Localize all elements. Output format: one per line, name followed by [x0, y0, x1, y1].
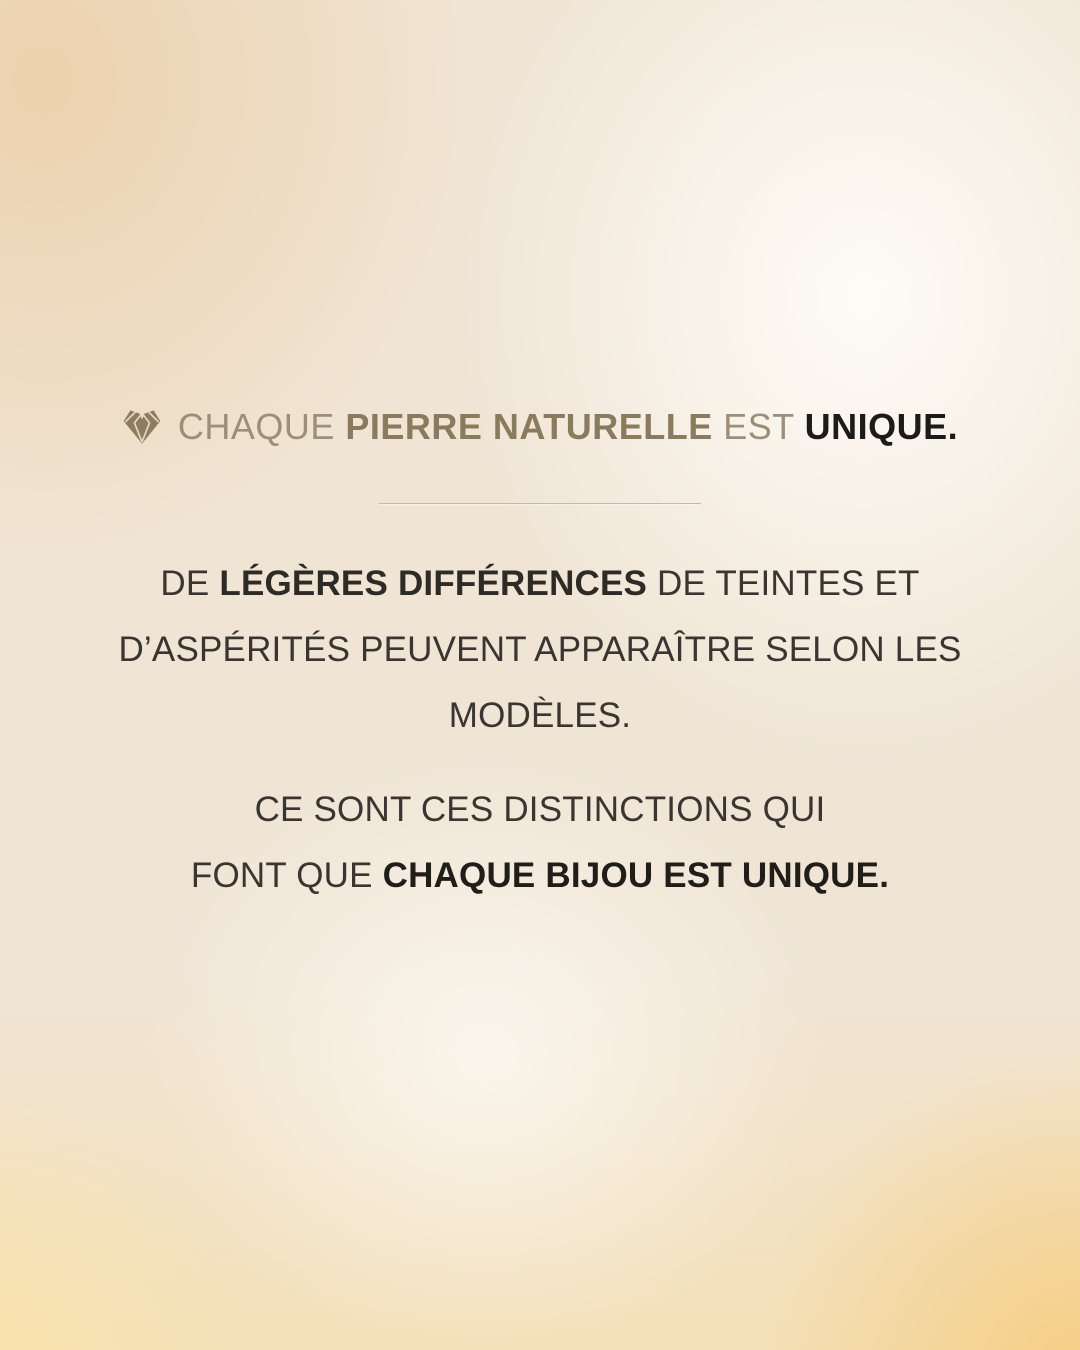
- headline-seg-est: EST: [712, 406, 805, 447]
- p1-seg-de-teintes-et: DE TEINTES ET: [647, 564, 920, 603]
- headline-seg-chaque: CHAQUE: [177, 406, 346, 447]
- paragraph-distinctions: [0, 777, 1080, 909]
- paragraph-differences-line-2: D’ASPÉRITÉS PEUVENT APPARAÎTRE SELON LES: [118, 630, 962, 669]
- paragraph-distinctions-line-1: CE SONT CES DISTINCTIONS QUI: [254, 790, 826, 829]
- headline-seg-unique: UNIQUE.: [804, 406, 959, 447]
- p1-seg-legeres-differences: LÉGÈRES DIFFÉRENCES: [219, 564, 648, 603]
- p2-seg-chaque-bijou-est-unique: CHAQUE BIJOU EST UNIQUE.: [382, 856, 890, 895]
- divider-line: [379, 503, 701, 504]
- gem-icon: [122, 408, 162, 446]
- paragraph-differences-line-1: [0, 551, 1080, 617]
- p1-seg-de: DE: [160, 564, 220, 603]
- paragraph-distinctions-line-2: [0, 843, 1080, 909]
- p2-seg-font-que: FONT QUE: [190, 856, 383, 895]
- content-block: [0, 404, 1080, 909]
- headline-seg-pierre-naturelle: PIERRE NATURELLE: [345, 406, 713, 447]
- headline-text: [178, 406, 958, 448]
- paragraph-differences-line-3: MODÈLES.: [448, 696, 632, 735]
- headline: [0, 404, 1080, 450]
- paragraph-differences: [0, 551, 1080, 749]
